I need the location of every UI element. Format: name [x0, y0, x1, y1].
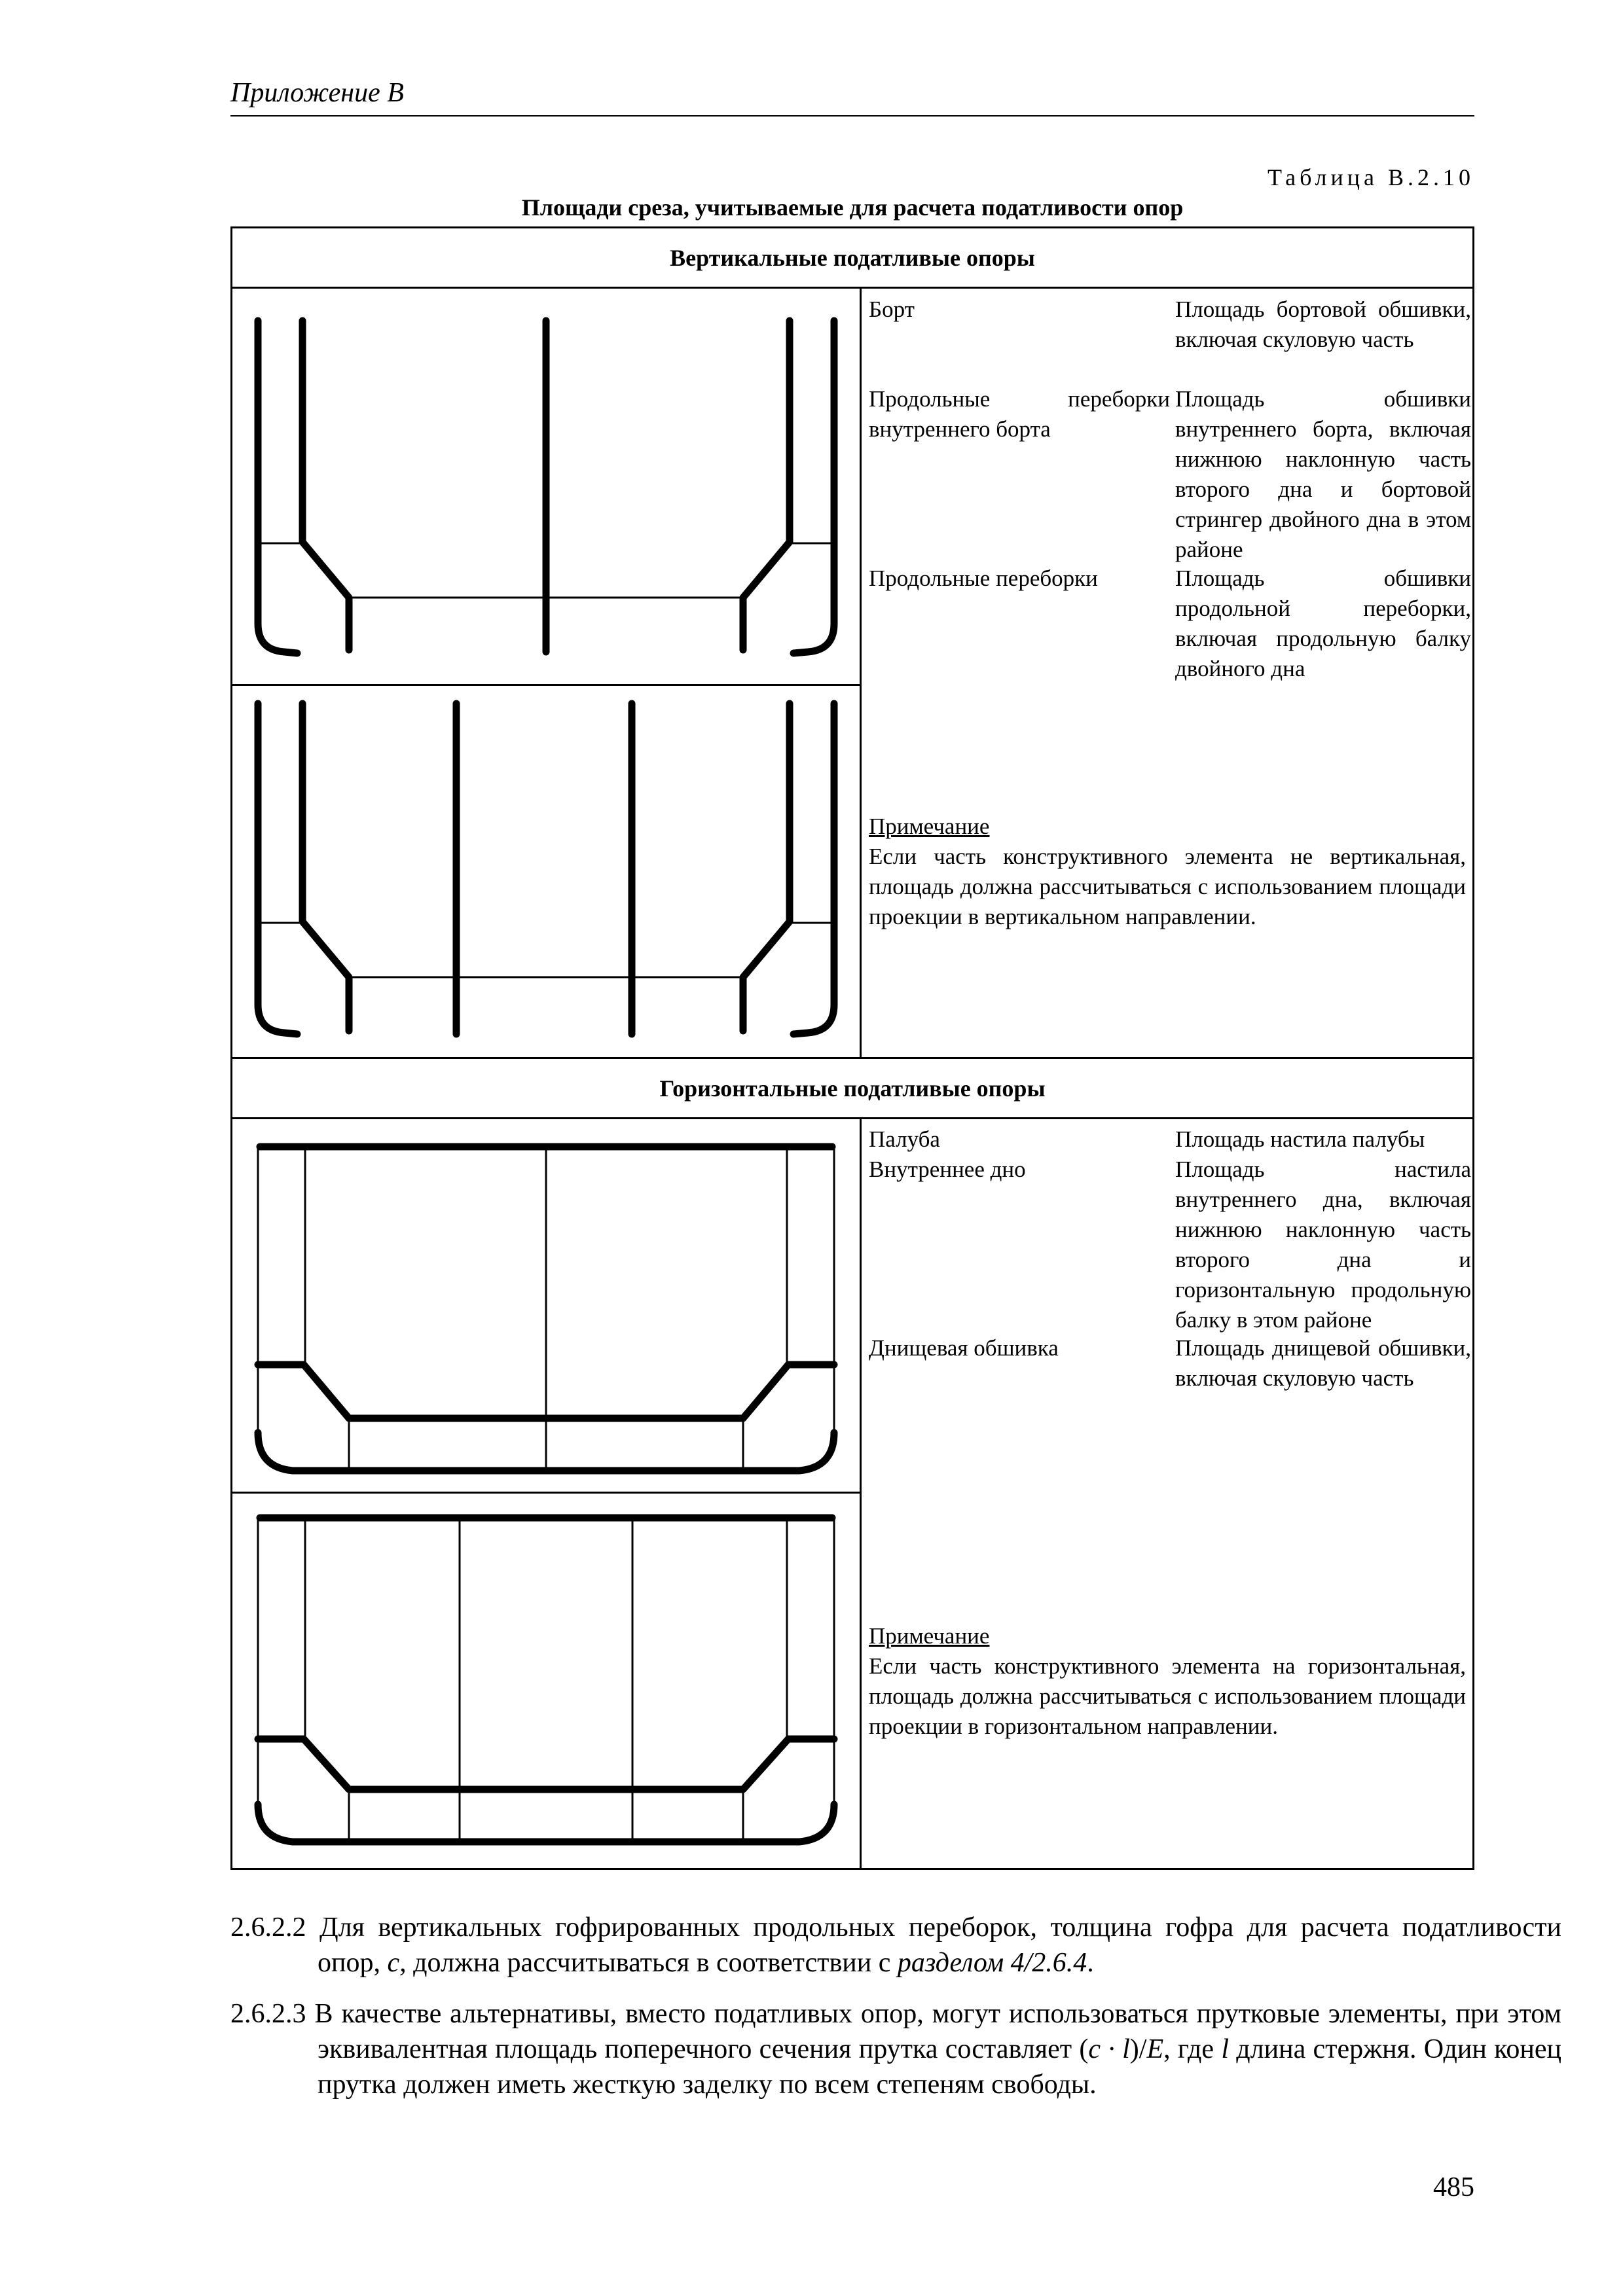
paragraph-text: Для вертикальных гофрированных продольных переборок, толщина гофра для расчета податливости опор, [318, 1912, 1562, 1978]
page-number: 485 [1433, 2172, 1474, 2202]
horizontal-supports-figure-2 [230, 1492, 862, 1870]
section-reference: разделом 4/2.6.4 [897, 1948, 1087, 1978]
paragraph-text: . [1087, 1948, 1094, 1978]
paragraph-text: )/ [1129, 2034, 1147, 2064]
variable-l: l [1221, 2034, 1229, 2064]
vertical-desc-side: Площадь бортовой обшивки, включая скуловую часть [1175, 296, 1471, 352]
vertical-note-text: Если часть конструктивного элемента не вертикальная, площадь должна рассчитываться с использованием площади проекции в вертикальном направлении. [869, 844, 1466, 929]
vertical-note-title: Примечание [869, 814, 990, 839]
horizontal-supports-figure-1 [230, 1117, 862, 1494]
variable-e: E [1146, 2034, 1164, 2064]
formula: c · l [1088, 2034, 1130, 2064]
paragraph-text: В качестве альтернативы, вместо податливых опор, могут использоваться прутковые элементы, при этом эквивалентная площадь поперечного сечения прутка составляет ( [314, 1999, 1561, 2064]
paragraph-text: , где [1163, 2034, 1222, 2064]
vertical-supports-figure-1 [230, 287, 862, 686]
horizontal-section-heading [230, 1057, 1474, 1119]
table-title: Площади среза, учитываемые для расчета податливости опор [521, 194, 1184, 221]
horizontal-label-inner-bottom: Внутреннее дно [869, 1157, 1026, 1182]
table-number: Таблица В.2.10 [1267, 164, 1474, 190]
horizontal-note-title: Примечание [869, 1623, 990, 1649]
horizontal-label-deck: Палуба [869, 1126, 940, 1152]
running-header: Приложение B [230, 78, 404, 108]
vertical-label-inner-side: Продольные переборки внутреннего борта [869, 386, 1170, 442]
paragraph-number: 2.6.2.3 [230, 1999, 306, 2029]
header-rule [230, 115, 1474, 117]
vertical-supports-figure-2 [230, 684, 862, 1059]
horizontal-note-text: Если часть конструктивного элемента на горизонтальная, площадь должна рассчитываться с использованием площади проекции в горизонтальном направлении. [869, 1653, 1466, 1739]
variable-c: c, [387, 1948, 407, 1978]
horizontal-desc-inner-bottom: Площадь настила внутреннего дна, включая нижнюю наклонную часть второго дна и горизонтальную продольную балку в этом районе [1175, 1157, 1471, 1333]
vertical-label-side: Борт [869, 296, 915, 322]
horizontal-desc-bottom-plating: Площадь днищевой обшивки, включая скуловую часть [1175, 1335, 1471, 1391]
horizontal-label-bottom-plating: Днищевая обшивка [869, 1335, 1059, 1361]
paragraph-text: длина стержня. Один конец прутка должен иметь жесткую заделку по всем степеням свободы. [318, 2034, 1561, 2100]
vertical-desc-inner-side: Площадь обшивки внутреннего борта, включая нижнюю наклонную часть второго дна и бортовой стрингер двойного дна в этом районе [1175, 386, 1471, 562]
horizontal-section-title: Горизонтальные податливые опоры [659, 1075, 1046, 1102]
horizontal-desc-deck: Площадь настила палубы [1175, 1126, 1425, 1152]
paragraph-2-6-2-3 [230, 1996, 1561, 2102]
paragraph-text: должна рассчитываться в соответствии с [406, 1948, 898, 1978]
vertical-desc-bulkhead: Площадь обшивки продольной переборки, включая продольную балку двойного дна [1175, 565, 1471, 681]
paragraph-number: 2.6.2.2 [230, 1912, 306, 1943]
vertical-section-heading [230, 226, 1474, 289]
vertical-label-bulkhead: Продольные переборки [869, 565, 1098, 591]
vertical-section-title: Вертикальные податливые опоры [670, 244, 1035, 271]
paragraph-2-6-2-2 [230, 1910, 1561, 1981]
